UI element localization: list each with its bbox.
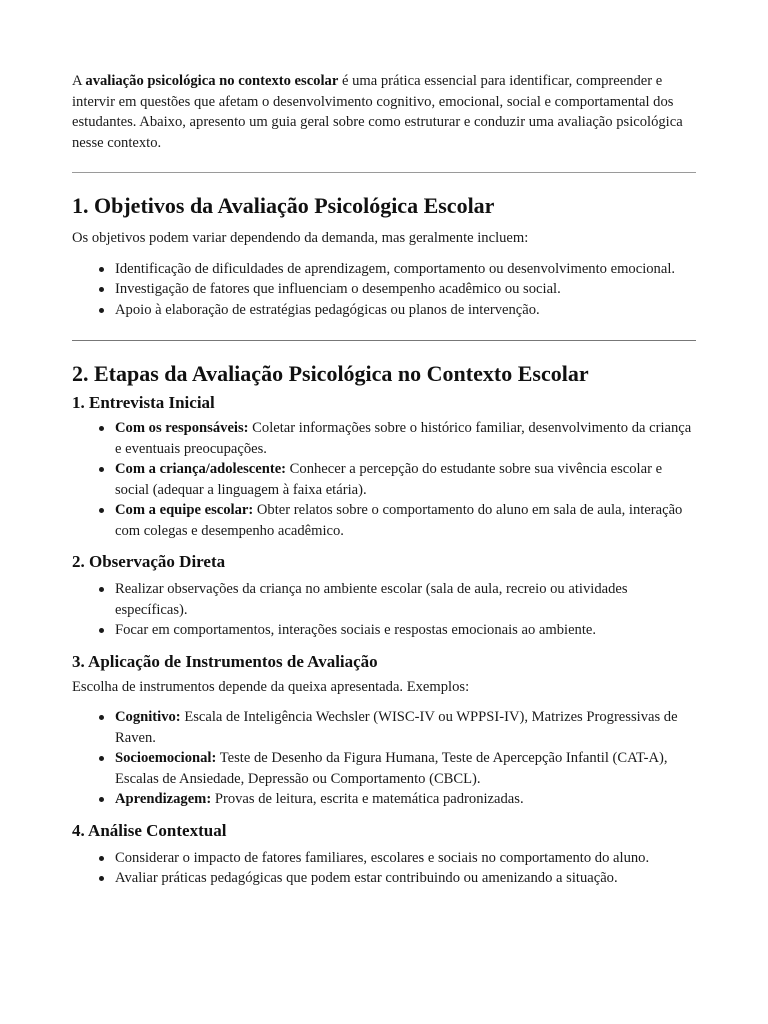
list-item <box>115 707 696 748</box>
section-1-lead: Os objetivos podem variar dependendo da demanda, mas geralmente incluem: <box>72 230 529 246</box>
intro-pre: A <box>72 73 86 89</box>
section-2-title: 2. Etapas da Avaliação Psicológica no Contexto Escolar <box>72 361 589 386</box>
subsection-4-list <box>72 848 696 889</box>
divider-2 <box>72 340 696 341</box>
list-item <box>115 748 696 789</box>
subsection-1-title: 1. Entrevista Inicial <box>72 393 215 412</box>
intro-post: é uma prática essencial para identificar, compreender e intervir em questões que afetam o desenvolvimento cognitivo, emocional, social e comportamental dos estudantes. Abaixo, apresento um guia geral sobre como estruturar e conduzir uma avaliação psicológica nesse contexto. <box>72 73 683 151</box>
divider-1 <box>72 172 696 173</box>
item-text: Coletar informações sobre o histórico familiar, desenvolvimento da criança e eventuais preocupações. <box>115 420 692 457</box>
subsection-2-list <box>72 579 696 641</box>
subsection-3-list <box>72 707 696 810</box>
item-label: Com os responsáveis: <box>115 420 249 436</box>
item-label: Socioemocional: <box>115 750 217 766</box>
list-item <box>115 459 696 500</box>
list-item: Considerar o impacto de fatores familiares, escolares e sociais no comportamento do aluno. <box>115 848 696 869</box>
item-text: Teste de Desenho da Figura Humana, Teste de Apercepção Infantil (CAT-A), Escalas de Ansiedade, Depressão ou Comportamento (CBCL). <box>115 750 668 787</box>
item-label: Cognitivo: <box>115 709 181 725</box>
list-item <box>115 789 696 810</box>
item-text: Obter relatos sobre o comportamento do aluno em sala de aula, interação com colegas e desempenho acadêmico. <box>115 502 683 539</box>
list-item: Investigação de fatores que influenciam o desempenho acadêmico ou social. <box>115 279 696 300</box>
list-item: Avaliar práticas pedagógicas que podem estar contribuindo ou amenizando a situação. <box>115 868 696 889</box>
list-item: Focar em comportamentos, interações sociais e respostas emocionais ao ambiente. <box>115 620 696 641</box>
item-text: Conhecer a percepção do estudante sobre sua vivência escolar e social (adequar a linguagem à faixa etária). <box>115 461 663 498</box>
intro-bold: avaliação psicológica no contexto escolar <box>85 73 339 89</box>
list-item: Identificação de dificuldades de aprendizagem, comportamento ou desenvolvimento emocional. <box>115 259 696 280</box>
section-1-title: 1. Objetivos da Avaliação Psicológica Escolar <box>72 193 495 218</box>
subsection-3-lead: Escolha de instrumentos depende da queixa apresentada. Exemplos: <box>72 678 470 695</box>
list-item <box>115 418 696 459</box>
intro-paragraph <box>72 71 696 153</box>
list-item: Realizar observações da criança no ambiente escolar (sala de aula, recreio ou atividades específicas). <box>115 579 696 620</box>
item-label: Com a equipe escolar: <box>115 502 254 518</box>
item-label: Aprendizagem: <box>115 791 212 807</box>
item-label: Com a criança/adolescente: <box>115 461 287 477</box>
list-item <box>115 500 696 541</box>
item-text: Provas de leitura, escrita e matemática padronizadas. <box>211 791 524 807</box>
item-text: Escala de Inteligência Wechsler (WISC-IV ou WPPSI-IV), Matrizes Progressivas de Raven. <box>115 709 678 746</box>
subsection-3-title: 3. Aplicação de Instrumentos de Avaliação <box>72 651 378 671</box>
subsection-2-title: 2. Observação Direta <box>72 552 226 571</box>
subsection-4-title: 4. Análise Contextual <box>72 820 227 840</box>
subsection-1-list <box>72 418 696 541</box>
list-item: Apoio à elaboração de estratégias pedagógicas ou planos de intervenção. <box>115 300 696 321</box>
section-1-list <box>72 259 696 321</box>
